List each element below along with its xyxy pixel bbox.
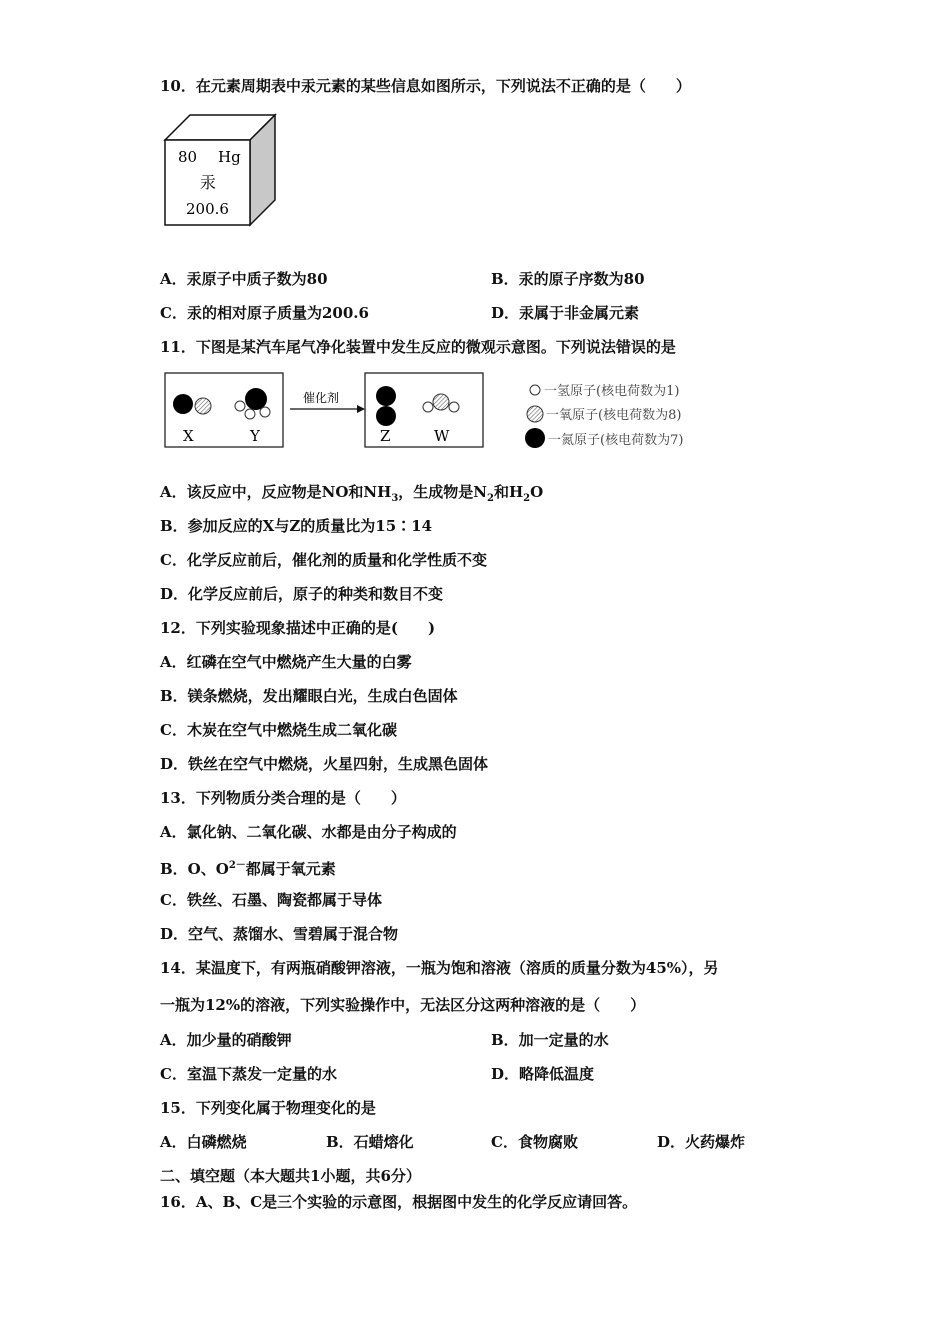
- q15-option-c: C．食物腐败: [491, 1133, 578, 1151]
- q10-atomic-mass: 200.6: [186, 200, 229, 218]
- q15-option-d: D．火药爆炸: [657, 1133, 746, 1151]
- q14-stem-line1: 14．某温度下，有两瓶硝酸钾溶液，一瓶为饱和溶液（溶质的质量分数为45%），另: [160, 959, 719, 977]
- q14-option-a: A．加少量的硝酸钾: [160, 1031, 292, 1049]
- y-hydrogen-atom: [260, 407, 270, 417]
- q14-option-c: C．室温下蒸发一定量的水: [160, 1065, 337, 1083]
- q10-option-d: D．汞属于非金属元素: [491, 304, 640, 322]
- q13-option-d: D．空气、蒸馏水、雪碧属于混合物: [160, 925, 399, 943]
- q11-option-a: A．该反应中，反应物是NO和$NH_3$，生成物是$N_2$和$H_2O$: [160, 483, 544, 504]
- q11-option-b: B．参加反应的X与Z的质量比为15∶14: [160, 517, 433, 535]
- q11-stem: 11．下图是某汽车尾气净化装置中发生反应的微观示意图。下列说法错误的是: [160, 338, 676, 356]
- q10-stem: 10．在元素周期表中汞元素的某些信息如图所示，下列说法不正确的是（ ）: [160, 77, 691, 95]
- q10-symbol: Hg: [218, 148, 241, 166]
- q11-option-d: D．化学反应前后，原子的种类和数目不变: [160, 585, 444, 603]
- y-hydrogen-atom: [245, 409, 255, 419]
- q13-stem: 13．下列物质分类合理的是（ ）: [160, 789, 406, 807]
- q11-reaction-diagram: [160, 368, 735, 452]
- q14-option-d: D．略降低温度: [491, 1065, 595, 1083]
- q10-element-name: 汞: [200, 173, 217, 192]
- z-nitrogen-atom: [376, 386, 396, 406]
- label-y: Y: [250, 427, 260, 445]
- q14-option-b: B．加一定量的水: [491, 1031, 609, 1049]
- q10-element-cube: [160, 110, 285, 232]
- q13-option-a: A．氯化钠、二氧化碳、水都是由分子构成的: [160, 823, 457, 841]
- q12-option-d: D．铁丝在空气中燃烧，火星四射，生成黑色固体: [160, 755, 489, 773]
- legend-hydrogen: 一氢原子(核电荷数为1): [544, 384, 680, 399]
- q16-stem: 16．A、B、C是三个实验的示意图，根据图中发生的化学反应请回答。: [160, 1193, 638, 1211]
- label-w: W: [434, 427, 450, 445]
- q11-option-c: C．化学反应前后，催化剂的质量和化学性质不变: [160, 551, 487, 569]
- label-z: Z: [380, 427, 391, 445]
- legend-nitrogen: 一氮原子(核电荷数为7): [548, 433, 684, 448]
- legend-hydrogen-icon: [530, 385, 540, 395]
- x-nitrogen-atom: [173, 394, 193, 414]
- legend-oxygen: 一氧原子(核电荷数为8): [546, 408, 682, 423]
- section-heading: 二、填空题（本大题共1小题，共6分）: [160, 1167, 421, 1185]
- x-oxygen-atom: [195, 398, 211, 414]
- legend-nitrogen-icon: [525, 428, 545, 448]
- w-hydrogen-atom: [423, 402, 433, 412]
- catalyst-label: 催化剂: [303, 391, 340, 405]
- q13-option-c: C．铁丝、石墨、陶瓷都属于导体: [160, 891, 382, 909]
- q15-stem: 15．下列变化属于物理变化的是: [160, 1099, 376, 1117]
- q12-option-a: A．红磷在空气中燃烧产生大量的白雾: [160, 653, 412, 671]
- q13-option-b: B．O、$O^{2-}$都属于氧元素: [160, 860, 336, 878]
- label-x: X: [183, 427, 194, 445]
- q15-option-b: B．石蜡熔化: [326, 1133, 414, 1151]
- q10-option-a: A．汞原子中质子数为80: [160, 270, 328, 288]
- q10-option-c: C．汞的相对原子质量为200.6: [160, 304, 369, 322]
- q12-option-b: B．镁条燃烧，发出耀眼白光，生成白色固体: [160, 687, 458, 705]
- q12-option-c: C．木炭在空气中燃烧生成二氧化碳: [160, 721, 397, 739]
- q15-option-a: A．白磷燃烧: [160, 1133, 247, 1151]
- z-nitrogen-atom: [376, 406, 396, 426]
- q10-atomic-number: 80: [178, 148, 198, 166]
- q14-stem-line2: 一瓶为12%的溶液，下列实验操作中，无法区分这两种溶液的是（ ）: [160, 996, 646, 1014]
- y-hydrogen-atom: [235, 401, 245, 411]
- w-oxygen-atom: [433, 394, 449, 410]
- q12-stem: 12．下列实验现象描述中正确的是( ): [160, 619, 436, 637]
- legend-oxygen-icon: [527, 406, 543, 422]
- w-hydrogen-atom: [449, 402, 459, 412]
- q10-option-b: B．汞的原子序数为80: [491, 270, 645, 288]
